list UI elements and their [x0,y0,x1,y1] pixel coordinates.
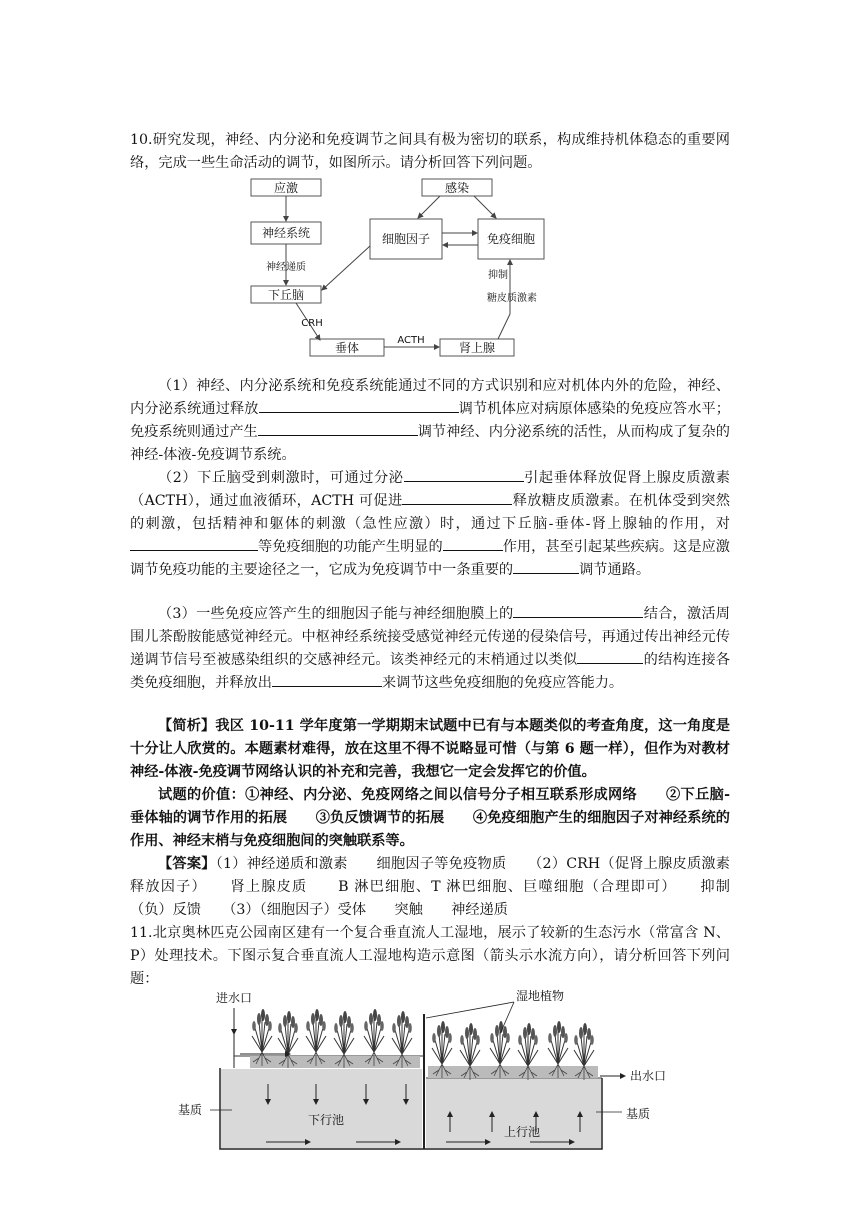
q10-part2: （2）下丘脑受到刺激时，可通过分泌 引起垂体释放促肾上腺皮质激素（ACTH），通过血液循环，ACTH 可促进 释放糖皮质激素。在机体受到突然的刺激，包括精神和躯体的刺激（急性应激）时，通过下丘脑-垂体-肾上腺轴的作用，对等免疫细胞的功能产生明显的 作用，甚至引起某些疾病。这是应激调节免疫功能的主要途径之一，它成为免疫调节中一条重要的 调节通路。 [130,467,730,582]
label-outlet: 出水口 [630,1069,667,1083]
q10-value: 试题的价值：①神经、内分泌、免疫网络之间以信号分子相互联系形成网络 ②下丘脑-垂体轴的调节作用的拓展 ③负反馈调节的拓展 ④免疫细胞产生的细胞因子对神经系统的作用、神经末梢与免疫细胞间的突触联系等。 [130,787,730,849]
blank-2-5[interactable] [513,559,579,574]
diagram-mianyi-xibao: 免疫细胞 [486,232,536,246]
blank-2-3[interactable] [130,536,258,551]
diagram-xiaqiunao: 下丘脑 [267,288,305,302]
q10-analysis: 【简析】我区 10-11 学年度第一学期期末试题中已有与本题类似的考查角度，这一角度是十分让人欣赏的。本题素材难得，放在这里不得不说略显可惜（与第 6 题一样），但作为对教材神经-体液-免疫调节网络认识的补充和完善，我想它一定会发挥它的价值。 [130,718,730,780]
diagram-yizhi: 抑制 [488,270,508,281]
diagram-shenshangxian: 肾上腺 [458,341,496,355]
blank-2-2[interactable] [402,490,512,505]
blank-1-2[interactable] [258,421,418,436]
label-substrate-left: 基质 [178,1103,203,1117]
diagram-chuiti: 垂体 [334,341,360,355]
q10-part1: （1）神经、内分泌系统和免疫系统能通过不同的方式识别和应对机体内外的危险，神经、内分泌系统通过释放 调节机体应对病原体感染的免疫应答水平；免疫系统则通过产生 调节神经、内分泌系统的活性，从而构成了复杂的神经-体液-免疫调节系统。 [130,378,730,463]
blank-3-3[interactable] [272,672,382,687]
q10-part3: （3）一些免疫应答产生的细胞因子能与神经细胞膜上的 结合，激活周围儿茶酚胺能感觉神经元。中枢神经系统接受感觉神经元传递的侵染信号，再通过传出神经元传递调节信号至被感染组织的交感神经元。该类神经元的末梢通过以类似 的结构连接各类免疫细胞，并释放出 来调节这些免疫细胞的免疫应答能力。 [130,603,730,695]
blank-2-4[interactable] [443,536,503,551]
blank-2-1[interactable] [404,467,524,482]
neuro-endocrine-immune-diagram [240,174,570,360]
label-down-pool: 下行池 [307,1113,345,1127]
q10-stem: 10.研究发现，神经、内分泌和免疫调节之间具有极为密切的联系，构成维持机体稳态的重要网络，完成一些生命活动的调节，如图所示。请分析回答下列问题。 [130,132,730,171]
q11-stem: 11.北京奥林匹克公园南区建有一个复合垂直流人工湿地，展示了较新的生态污水（常富含 N、P）处理技术。下图示复合垂直流人工湿地构造示意图（箭头示水流方向），请分析回答下列问题： [130,925,730,987]
diagram-acth: ACTH [397,335,425,346]
blank-3-2[interactable] [577,649,643,664]
blank-1-1[interactable] [259,398,459,413]
diagram-yingji: 应激 [273,181,299,195]
label-plants: 湿地植物 [516,989,565,1003]
q10-answer: 【答案】（1）神经递质和激素 细胞因子等免疫物质 （2）CRH（促肾上腺皮质激素释放因子） 肾上腺皮质 B 淋巴细胞、T 淋巴细胞、巨噬细胞（合理即可） 抑制 （负）反馈 （3）（细胞因子）受体 突触 神经递质 [130,856,759,918]
label-up-pool: 上行池 [503,1125,541,1139]
label-inlet: 进水口 [215,991,253,1005]
blank-3-1[interactable] [513,603,643,618]
diagram-xibao-yinzi: 细胞因子 [381,232,431,246]
diagram-shenjing-dizhi: 神经递质 [266,262,306,273]
label-substrate-right: 基质 [626,1107,651,1121]
wetland-figure [170,984,710,1166]
diagram-tangpizhi: 糖皮质激素 [487,293,537,304]
diagram-crh: CRH [301,318,323,329]
diagram-shenjing-xitong: 神经系统 [261,226,311,240]
diagram-ganran: 感染 [444,181,470,195]
